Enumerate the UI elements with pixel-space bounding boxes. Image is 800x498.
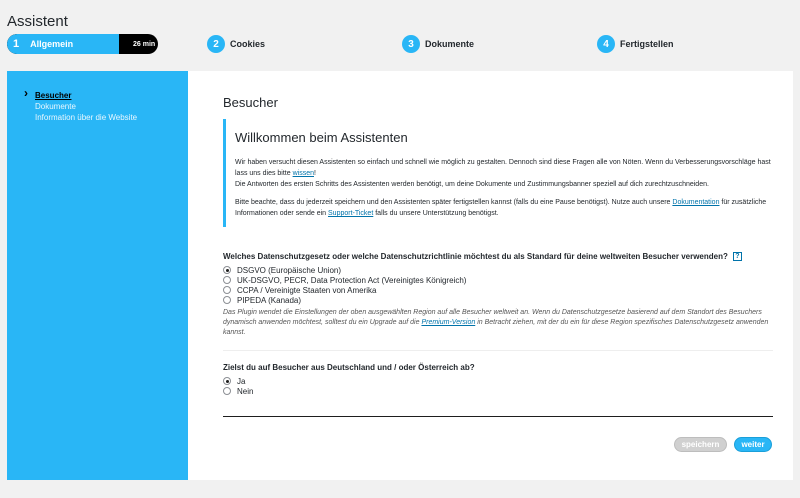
radio-button[interactable] <box>223 286 231 294</box>
step-cookies[interactable] <box>207 34 265 54</box>
text: falls du unsere Unterstützung benötigst. <box>373 210 499 217</box>
question-germany-austria <box>223 363 773 396</box>
text: Die Antworten des ersten Schritts des Assistenten werden benötigt, um deine Dokumente und Zustimmungsbanner speziell auf dich zurechtzuschneiden. <box>235 181 709 188</box>
question-label <box>223 252 773 261</box>
sidebar-item-website-info[interactable]: Information über die Website <box>35 113 138 122</box>
help-icon[interactable]: ? <box>733 252 742 261</box>
save-button[interactable]: speichern <box>674 437 727 452</box>
radio-button[interactable] <box>223 266 231 274</box>
radio-group-privacy-law <box>223 265 773 305</box>
divider <box>223 350 773 351</box>
radio-button[interactable] <box>223 296 231 304</box>
text: Bitte beachte, dass du jederzeit speichern und den Assistenten später fertigstellen kannst (falls du eine Pause benötigst). Nutze auch unsere <box>235 199 673 206</box>
divider <box>223 416 773 417</box>
question-text: Welches Datenschutzgesetz oder welche Datenschutzrichtlinie möchtest du als Standard für deine weltweiten Besucher verwenden? <box>223 252 728 261</box>
step-time-estimate: 26 min <box>133 40 156 48</box>
step-active-bar <box>7 34 119 54</box>
radio-option-ccpa[interactable] <box>223 285 773 295</box>
option-label: CCPA / Vereinigte Staaten von Amerika <box>237 285 377 295</box>
text: Das Plugin wendet die Einstellungen der oben ausgewählten Region auf alle Besucher weltweit an. Wenn du Datenschutzgesetze basierend auf dem Standort des Besuchers dynamisch anwenden möchtest, solltest du ein Upgrade auf die <box>223 309 762 326</box>
question-label: Zielst du auf Besucher aus Deutschland und / oder Österreich ab? <box>223 363 475 372</box>
step-label: Dokumente <box>425 39 475 49</box>
step-dokumente[interactable] <box>402 34 474 54</box>
radio-group-germany-austria <box>223 376 773 396</box>
welcome-paragraph-2 <box>235 197 773 219</box>
step-number: 1 <box>13 38 20 50</box>
section-title: Besucher <box>223 95 278 110</box>
step-label: Cookies <box>230 39 266 49</box>
radio-option-ja[interactable] <box>223 376 773 386</box>
step-allgemein[interactable] <box>7 34 158 54</box>
step-number-badge: 2 <box>207 35 225 53</box>
sidebar-item-besucher[interactable]: › Besucher <box>24 90 188 101</box>
text: Wir haben versucht diesen Assistenten so einfach und schnell wie möglich zu gestalten. Dennoch sind diese Fragen alle von Nöten. Wenn du Verbesserungsvorschläge hast lass uns dies bitte <box>235 159 771 177</box>
radio-option-pipeda[interactable] <box>223 295 773 305</box>
question-privacy-law <box>223 252 773 338</box>
documentation-link[interactable]: Dokumentation <box>672 199 720 206</box>
sidebar <box>7 71 188 480</box>
option-label: Nein <box>237 386 254 396</box>
radio-option-dsgvo[interactable] <box>223 265 773 275</box>
step-fertigstellen[interactable] <box>597 34 674 54</box>
main-panel <box>188 71 793 480</box>
option-label: DSGVO (Europäische Union) <box>237 265 342 275</box>
radio-button[interactable] <box>223 377 231 385</box>
page-title: Assistent <box>7 13 68 30</box>
privacy-law-note <box>223 308 773 338</box>
text: in Betracht ziehen, mit der du ein für diese Region spezifisches Datenschutzgesetz anwenden kannst. <box>223 319 769 336</box>
welcome-box <box>223 119 773 227</box>
feedback-link[interactable]: wissen <box>292 170 314 177</box>
step-number-badge: 4 <box>597 35 615 53</box>
text: für zusätzliche Informationen oder sende ein <box>235 199 767 217</box>
option-label: UK-DSGVO, PECR, Data Protection Act (Vereinigtes Königreich) <box>237 275 467 285</box>
option-label: PIPEDA (Kanada) <box>237 295 302 305</box>
sidebar-item-dokumente[interactable]: Dokumente <box>35 102 76 111</box>
radio-button[interactable] <box>223 276 231 284</box>
premium-version-link[interactable]: Premium-Version <box>421 319 476 326</box>
step-label: Fertigstellen <box>620 39 674 49</box>
option-label: Ja <box>237 376 246 386</box>
welcome-paragraph-1 <box>235 157 773 190</box>
support-ticket-link[interactable]: Support-Ticket <box>328 210 374 217</box>
radio-option-nein[interactable] <box>223 386 773 396</box>
next-button[interactable]: weiter <box>734 437 772 452</box>
welcome-title: Willkommen beim Assistenten <box>235 130 408 145</box>
sidebar-menu <box>7 71 188 123</box>
radio-option-uk-dsgvo[interactable] <box>223 275 773 285</box>
step-label: Allgemein <box>30 39 74 49</box>
radio-button[interactable] <box>223 387 231 395</box>
text: ! <box>314 170 316 177</box>
step-number-badge: 3 <box>402 35 420 53</box>
